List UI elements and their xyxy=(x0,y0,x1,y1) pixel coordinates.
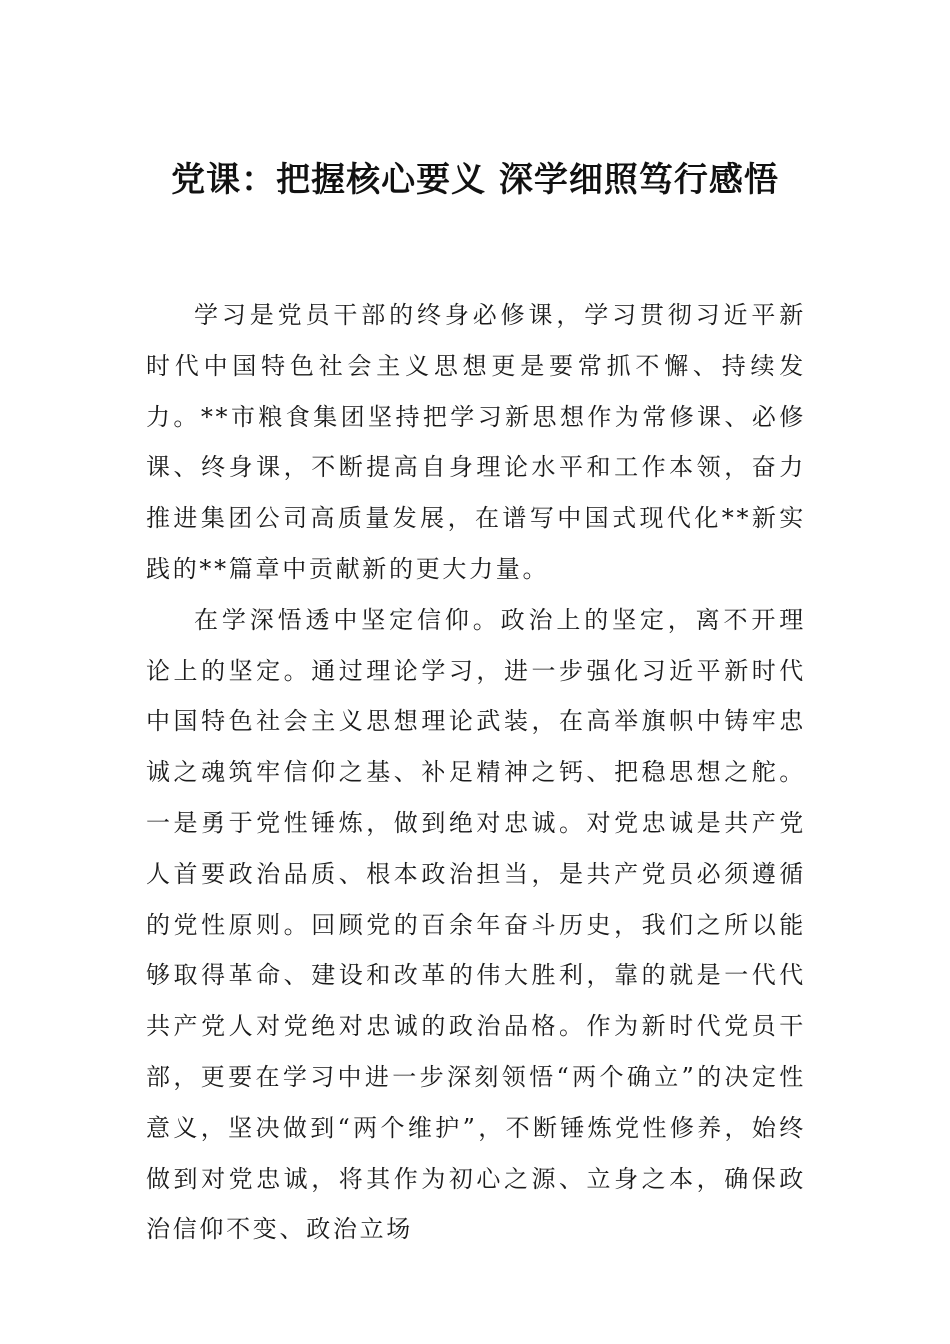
paragraph-2: 在学深悟透中坚定信仰。政治上的坚定，离不开理论上的坚定。通过理论学习，进一步强化习近平新时代中国特色社会主义思想理论武装，在高举旗帜中铸牢忠诚之魂筑牢信仰之基、补足精神之钙、把稳思想之舵。一是勇于党性锤炼，做到绝对忠诚。对党忠诚是共产党人首要政治品质、根本政治担当，是共产党员必须遵循的党性原则。回顾党的百余年奋斗历史，我们之所以能够取得革命、建设和改革的伟大胜利，靠的就是一代代共产党人对党绝对忠诚的政治品格。作为新时代党员干部，更要在学习中进一步深刻领悟“两个确立”的决定性意义，坚决做到“两个维护”，不断锤炼党性修养，始终做到对党忠诚，将其作为初心之源、立身之本，确保政治信仰不变、政治立场 xyxy=(146,605,806,1244)
document-body xyxy=(146,290,806,1255)
paragraph-1: 学习是党员干部的终身必修课，学习贯彻习近平新时代中国特色社会主义思想更是要常抓不懈、持续发力。**市粮食集团坚持把学习新思想作为常修课、必修课、终身课，不断提高自身理论水平和工作本领，奋力推进集团公司高质量发展，在谱写中国式现代化**新实践的**篇章中贡献新的更大力量。 xyxy=(146,301,806,583)
document-title: 党课：把握核心要义 深学细照笃行感悟 xyxy=(171,160,779,200)
